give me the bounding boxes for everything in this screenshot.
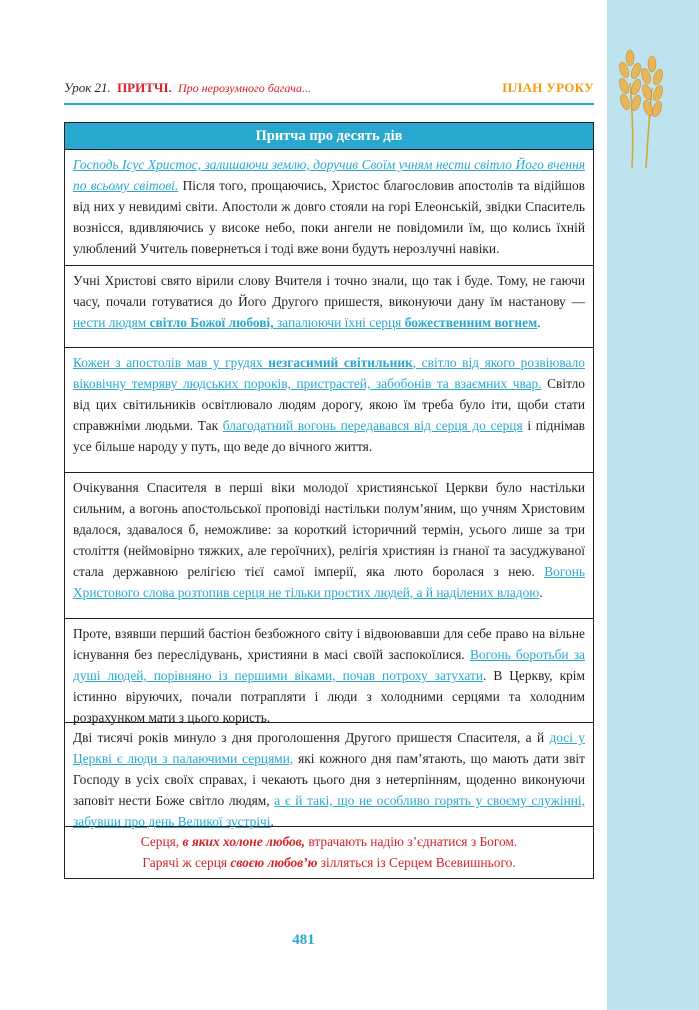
paragraph-4: Очікування Спасителя в перші віки молодої християнської Церкви було настільки сильним, а вогонь апостольської проповіді настільки полум’яним, що учням Христовим вдалося, здавалося б, неможливе: за короткий історичний термін, усього лише за три століття (неймовірно тяжких, але героїчних), релігія християн із гнаної та засуджуваної стала державною релігією тієї самої імперії, яка люто боролася з нею. Вогонь Христового слова розтопив серця не тільки простих людей, а й наділених владою. [65, 472, 593, 618]
table-title: Притча про десять дів [65, 123, 593, 149]
page-header [64, 80, 594, 102]
page-number: 481 [292, 932, 315, 948]
paragraph-5: Проте, взявши перший бастіон безбожного світу і відвоювавши для себе право на вільне існування без переслідувань, християни в масі своїй заспокоїлися. Вогонь боротьби за душі людей, порівняно із першими віками, почав потроху затухати. В Церкву, крім істинно віруючих, почали потрапляти і люди з холодними серцями та холодним розрахунком мати з цього користь. [65, 618, 593, 722]
paragraph-3: Кожен з апостолів мав у грудях незгасимий світильник, світло від якого розвіювало віковічну темряву людських пороків, пристрастей, забобонів та взаємних чвар. Світло від цих світильників освітлювало людям дорогу, якою їм треба було іти, щоби стати справжніми людьми. Так благодатний вогонь передавався від серця до серця і піднімав усе більше народу у путь, що веде до вічного життя. [65, 347, 593, 472]
highlight-link: Господь Ісус Христос, залишаючи землю, доручив Своїм учням нести світло Його вчення по всьому світові. [73, 157, 585, 193]
lesson-number: Урок 21. [64, 80, 111, 95]
header-divider [64, 103, 594, 105]
conclusion-line-2: Гарячі ж серця своєю любов’ю зілляться із Серцем Всевишнього. [142, 855, 516, 870]
lesson-subtitle: Про нерозумного багача... [178, 81, 311, 95]
conclusion [65, 826, 593, 878]
conclusion-line-1: Серця, в яких холоне любов, втрачають надію з’єднатися з Богом. [140, 834, 518, 849]
wheat-icon [612, 38, 668, 173]
paragraph-1: Господь Ісус Христос, залишаючи землю, доручив Своїм учням нести світло Його вчення по всьому світові. Після того, прощаючись, Христос благословив апостолів та відійшов від них у невидимі світи. Апостоли ж довго стояли на горі Елеонській, звідки Спаситель вознісся, вдивляючись у високе небо, поки ангели не повідомили їм, що колись їхній улюблений Учитель повернеться і тоді вже вони будуть нерозлучні навіки. [65, 149, 593, 265]
parable-table [64, 122, 594, 879]
paragraph-6: Дві тисячі років минуло з дня проголошення Другого пришестя Спасителя, а й досі у Церкві є люди з палаючими серцями, які кожного дня пам’ятають, що мають дати звіт Господу в усіх своїх справах, і чекають цього дня з нетерпінням, щоденно виконуючи заповіт нести Боже світло людям, а є й такі, що не особливо горять у своєму служінні, забувши про день Великої зустрічі. [65, 722, 593, 826]
lesson-topic: ПРИТЧІ. [117, 80, 172, 95]
lesson-plan-label: ПЛАН УРОКУ [502, 80, 594, 95]
paragraph-2: Учні Христові свято вірили слову Вчителя і точно знали, що так і буде. Тому, не гаючи часу, почали готуватися до Його Другого пришестя, виконуючи дану їм настанову — нести людям світло Божої любові, запалюючи їхні серця божественним вогнем. [65, 265, 593, 347]
